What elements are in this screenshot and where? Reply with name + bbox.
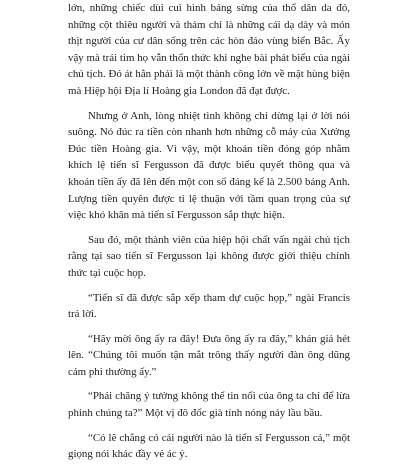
paragraph-5: “Hãy mời ông ấy ra đây! Đưa ông ấy ra đây,” khán giả hét lên. “Chúng tôi muốn tận mắt trông thấy người đàn ông dũng cảm phi thường ấy.”	[68, 332, 350, 378]
paragraph-2: Nhưng ở Anh, lòng nhiệt tình không chỉ dừng lại ở lời nói suông. Nó đúc ra tiền còn nhanh hơn những cỗ máy của Xưởng Đúc tiền Hoàng gia. Vì vậy, một khoản tiền đóng góp nhằm khích lệ tiến sĩ Fergusson đã được biểu quyết thông qua và khoản tiền ấy đã lên đến một con số đáng kể là 2.500 bảng Anh. Lượng tiền quyên được tỉ lệ thuận với tầm quan trọng của sự việc khó khăn mà tiến sĩ Fergusson sắp thực hiện.	[68, 109, 350, 222]
paragraph-1: lớn, những chiếc dùi cui hình bảng sừng của thổ dân da đỏ, những cột thiêu người và thảm chỉ là những cái dạ dày và món thịt người của cư dân sống trên các hòn đảo vùng biển Bắc. Ấy vậy mà trái tim họ vẫn thổn thức khi nghe bài phát biểu của ngài chủ tịch. Đó át hẳn phải là một thành công lớn về mặt hùng biện mà Hiệp hội Địa lí Hoàng gia London đã đạt được.	[68, 2, 350, 97]
paragraph-4: “Tiến sĩ đã được sắp xếp tham dự cuộc họp,” ngài Francis trả lời.	[68, 291, 350, 321]
paragraph-7: “Có lẽ chẳng có cái người nào là tiến sĩ Fergusson cả,” một giọng nói khác đầy vẻ ác ý.	[68, 431, 350, 461]
paragraph-3: Sau đó, một thành viên của hiệp hội chất vấn ngài chủ tịch rằng tại sao tiến sĩ Fergusson lại không được giới thiệu chính thức tại cuộc họp.	[68, 233, 350, 279]
paragraph-6: “Phải chăng ý tưởng không thể tin nổi của ông ta chỉ để lừa phỉnh chúng ta?” Một vị đô đốc già tính nóng nảy lầu bầu.	[68, 390, 350, 420]
body-text	[68, 0, 350, 471]
